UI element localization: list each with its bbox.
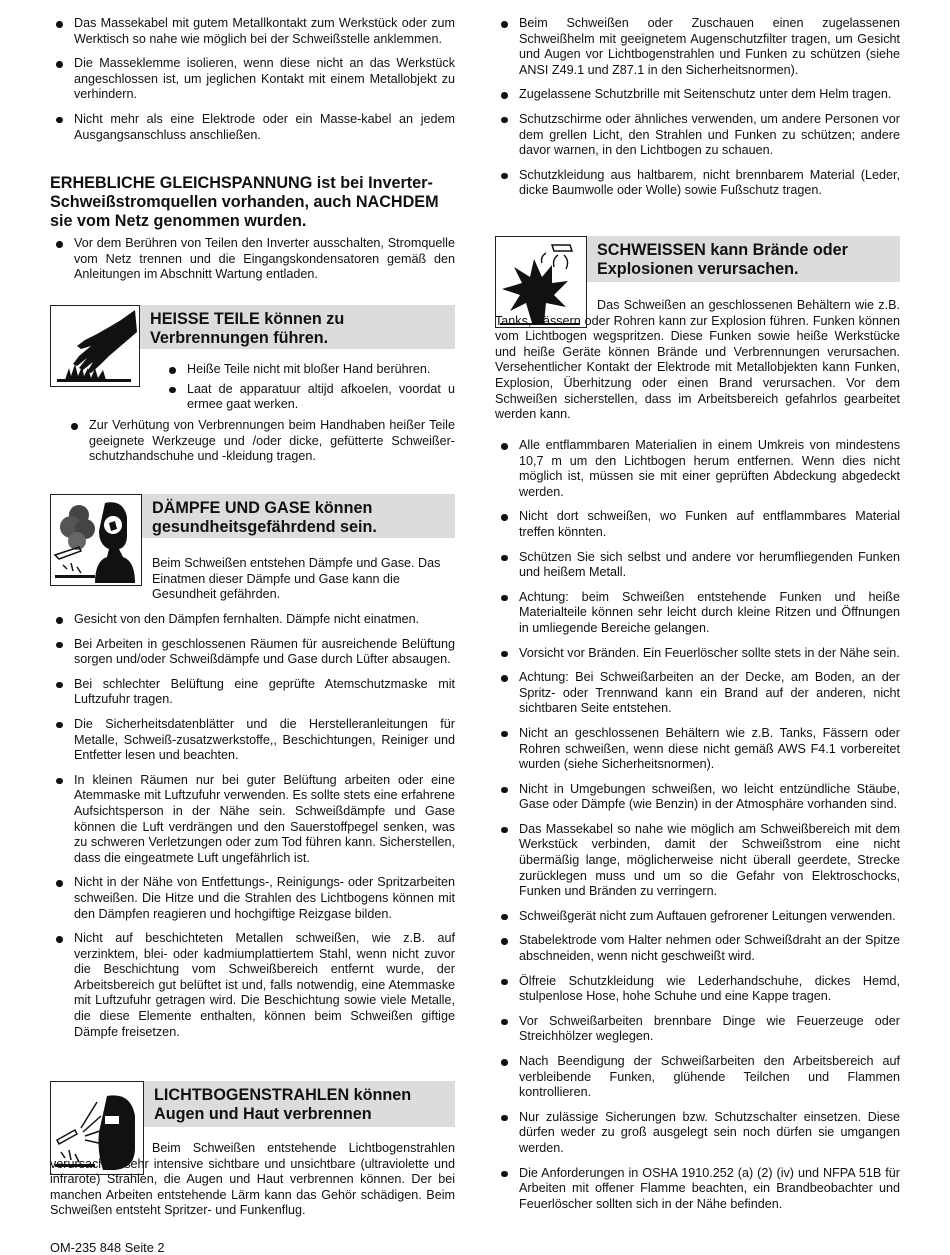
fire-intro xyxy=(495,298,900,423)
list-item: Schützen Sie sich selbst und andere vor herumfliegenden Funken und heißem Metall. xyxy=(495,550,900,581)
list-item: Zur Verhütung von Verbrennungen beim Handhaben heißer Teile geeignete Werkzeuge und /oder dicke, gefütterte Schweißer-schutzhandschuhe und -kleidung tragen. xyxy=(65,418,455,465)
hot-parts-hand-icon xyxy=(50,305,140,387)
list-item: Nicht in Umgebungen schweißen, wo leicht entzündliche Stäube, Gase oder Dämpfe (wie Benzin) in der Atmosphäre vorhanden sind. xyxy=(495,782,900,813)
list-item: Die Anforderungen in OSHA 1910.252 (a) (2) (iv) und NFPA 51B für Arbeiten mit offener Flamme beachten, ein Brandbeobachter und Feuerlöscher sollten sich in der Nähe befinden. xyxy=(495,1166,900,1213)
list-item: Achtung: beim Schweißen entstehende Funken und heiße Materialteile können sehr leicht durch kleine Ritzen und Öffnungen in umliegende Bereiche gelangen. xyxy=(495,590,900,637)
page-footer: OM-235 848 Seite 2 xyxy=(50,1240,165,1255)
list-item: Die Sicherheitsdatenblätter und die Herstelleranleitungen für Metalle, Schweiß-zusatzwerkstoffe,, Beschichtungen, Reiniger und Entfetter lesen und beachten. xyxy=(50,717,455,764)
list-item: Nicht in der Nähe von Entfettungs-, Reinigungs- oder Spritzarbeiten schweißen. Die Hitze und die Strahlen des Lichtbogens können mit den Dämpfen reagieren und hochgiftige Reizgase bilden. xyxy=(50,875,455,922)
list-item: Nicht an geschlossenen Behältern wie z.B. Tanks, Fässern oder Rohren schweißen, wenn diese nicht gemäß AWS F4.1 vorbereitet wurden (siehe Sicherheitsnormen). xyxy=(495,726,900,773)
dc-bullet-list xyxy=(50,236,455,283)
dc-voltage-heading: ERHEBLICHE GLEICHSPANNUNG ist bei Inverter-Schweißstromquellen vorhanden, auch NACHDEM sie vom Netz genommen wurden. xyxy=(50,174,439,230)
hot-parts-title: HEISSE TEILE können zu Verbrennungen führen. xyxy=(140,305,455,349)
list-item: Schutzschirme oder ähnliches verwenden, um andere Personen vor dem grellen Licht, den Strahlen und Funken zu schützen; andere davor warnen, in den Lichtbogen zu schauen. xyxy=(495,112,900,159)
fire-intro-text: Das Schweißen an geschlossenen Behältern wie z.B. Tanks, Fässern oder Rohren kann zur Explosion führen. Funken können vom Lichtbogen wegspritzen. Diese Funken sowie heiße Werkstücke und heiße Geräte können Brände und Verbrennungen verursachen. Versehentlicher Kontakt der Elektrode mit Metallobjekten kann Funken, Explosion, Überhitzung oder einen Brand verursachen. Vor dem Schweißen sicherstellen, dass im Arbeitsbereich gefahrlos gearbeitet werden kann. xyxy=(495,298,900,422)
list-item: Vor dem Berühren von Teilen den Inverter ausschalten, Stromquelle vom Netz trennen und die Eingangskondensatoren gemäß den Anleitungen im Abschnitt Wartung entladen. xyxy=(50,236,455,283)
list-item: Beim Schweißen oder Zuschauen einen zugelassenen Schweißhelm mit geeignetem Augenschutzfilter tragen, um Gesicht und Augen vor Lichtbogenstrahlen und Funken zu schützen (siehe ANSI Z49.1 und Z87.1 in den Sicherheitsnormen). xyxy=(495,16,900,78)
list-item: Laat de apparatuur altijd afkoelen, voordat u ermee gaat werken. xyxy=(163,382,455,413)
list-item: Nicht dort schweißen, wo Funken auf entflammbares Material treffen könnten. xyxy=(495,509,900,540)
fire-bullet-list xyxy=(495,438,900,1212)
list-item: Nicht auf beschichteten Metallen schweißen, wie z.B. auf verzinktem, blei- oder kadmiumplattiertem Stahl, wenn nicht zuvor die Beschichtung vom Schweißbereich entfernt wurde, der Arbeitsbereich gut belüftet ist und, falls notwendig, eine Atemmaske mit Luftzufuhr getragen wird. Die Beschichtung sowie viele Metalle, die diese Elemente enthalten, können beim Schweißen giftige Dämpfe freisetzen. xyxy=(50,931,455,1040)
fire-title: SCHWEISSEN kann Brände oder Explosionen verursachen. xyxy=(587,236,900,282)
eye-protection-bullet-list xyxy=(495,16,900,199)
fumes-title: DÄMPFE UND GASE können gesundheitsgefährdend sein. xyxy=(142,494,455,538)
arc-rays-title: LICHTBOGENSTRAHLEN können Augen und Haut verbrennen xyxy=(144,1081,455,1127)
list-item: Bei schlechter Belüftung eine geprüfte Atemschutzmaske mit Luftzufuhr tragen. xyxy=(50,677,455,708)
list-item: Heiße Teile nicht mit bloßer Hand berühren. xyxy=(163,362,455,378)
list-item: Vor Schweißarbeiten brennbare Dinge wie Feuerzeuge oder Streichhölzer weglegen. xyxy=(495,1014,900,1045)
hot-inner-bullet-list xyxy=(163,362,455,413)
list-item: Vorsicht vor Bränden. Ein Feuerlöscher sollte stets in der Nähe sein. xyxy=(495,646,900,662)
arc-rays-intro-text: Beim Schweißen entstehende Lichtbogenstrahlen verursachen sehr intensive sichtbare und unsichtbare (ultraviolette und infrarote) Strahlen, die Augen und Haut verbrennen können. Der bei manchen Arbeiten entstehende Lärm kann das Gehör schädigen. Beim Schweißen entsteht Spritzer- und Funkenflug. xyxy=(50,1141,455,1218)
list-item: Bei Arbeiten in geschlossenen Räumen für ausreichende Belüftung sorgen und/oder Schweißdämpfe und Gase durch Lüfter absaugen. xyxy=(50,637,455,668)
list-item: Gesicht von den Dämpfen fernhalten. Dämpfe nicht einatmen. xyxy=(50,612,455,628)
list-item: Nur zulässige Sicherungen bzw. Schutzschalter einsetzen. Diese dürfen weder zu groß ausgelegt sein noch dürfen sie umgangen werden. xyxy=(495,1110,900,1157)
list-item: Stabelektrode vom Halter nehmen oder Schweißdraht an der Spitze abschneiden, wenn nicht geschweißt wird. xyxy=(495,933,900,964)
fumes-section xyxy=(50,494,455,602)
list-item: Nicht mehr als eine Elektrode oder ein Masse-kabel an jedem Ausgangsanschluss anschließen. xyxy=(50,112,455,143)
list-item: Das Massekabel mit gutem Metallkontakt zum Werkstück oder zum Werktisch so nahe wie möglich bei der Schweißstelle anklemmen. xyxy=(50,16,455,47)
list-item: Achtung: Bei Schweißarbeiten an der Decke, am Boden, an der Spritz- oder Trennwand kann ein Brand auf der anderen, nicht sichtbaren Seite entstehen. xyxy=(495,670,900,717)
fumes-bullet-list xyxy=(50,612,455,1040)
list-item: In kleinen Räumen nur bei guter Belüftung arbeiten oder eine Atemmaske mit Luftzufuhr verwenden. Es sollte stets eine erfahrene Aufsichtsperson in der Nähe sein. Schweißdämpfe und Gase können die Luft verdrängen und den Sauerstoffpegel senken, was zu schweren Verletzungen oder zum Tod führen kann. Sicherstellen, dass die eingeatmete Luft ungefährlich ist. xyxy=(50,773,455,867)
list-item: Alle entflammbaren Materialien in einem Umkreis von mindestens 10,7 m um den Lichtbogen herum entfernen. Wenn dies nicht möglich ist, müssen sie mit einer geprüften Abdeckung abgedeckt werden. xyxy=(495,438,900,500)
arc-rays-intro xyxy=(50,1141,455,1219)
fumes-intro: Beim Schweißen entstehen Dämpfe und Gase. Das Einatmen dieser Dämpfe und Gase kann die Gesundheit gefährden. xyxy=(152,556,441,602)
list-item: Schutzkleidung aus haltbarem, nicht brennbarem Material (Leder, dicke Baumwolle oder Wolle) sowie Fußschutz tragen. xyxy=(495,168,900,199)
list-item: Die Masseklemme isolieren, wenn diese nicht an das Werkstück angeschlossen ist, um jeglichen Kontakt mit einem Metallobjekt zu verhindern. xyxy=(50,56,455,103)
list-item: Zugelassene Schutzbrille mit Seitenschutz unter dem Helm tragen. xyxy=(495,87,900,103)
list-item: Schweißgerät nicht zum Auftauen gefrorener Leitungen verwenden. xyxy=(495,909,900,925)
fumes-head-icon xyxy=(50,494,142,586)
list-item: Das Massekabel so nahe wie möglich am Schweißbereich mit dem Werkstück verbinden, damit der Schweißstrom eine nicht übermäßig lange, möglicherweise nicht überall geerdete, Strecke zurücklegen muss und um so die Gefahr von Elektroschocks, Funken und Bränden zu verringern. xyxy=(495,822,900,900)
list-item: Ölfreie Schutzkleidung wie Lederhandschuhe, dickes Hemd, stulpenlose Hose, hohe Schuhe und eine Kappe tragen. xyxy=(495,974,900,1005)
hot-bullet-list xyxy=(65,418,455,465)
list-item: Nach Beendigung der Schweißarbeiten den Arbeitsbereich auf verbleibende Funken, glühende Teilchen und Flammen kontrollieren. xyxy=(495,1054,900,1101)
top-bullet-list xyxy=(50,16,455,143)
